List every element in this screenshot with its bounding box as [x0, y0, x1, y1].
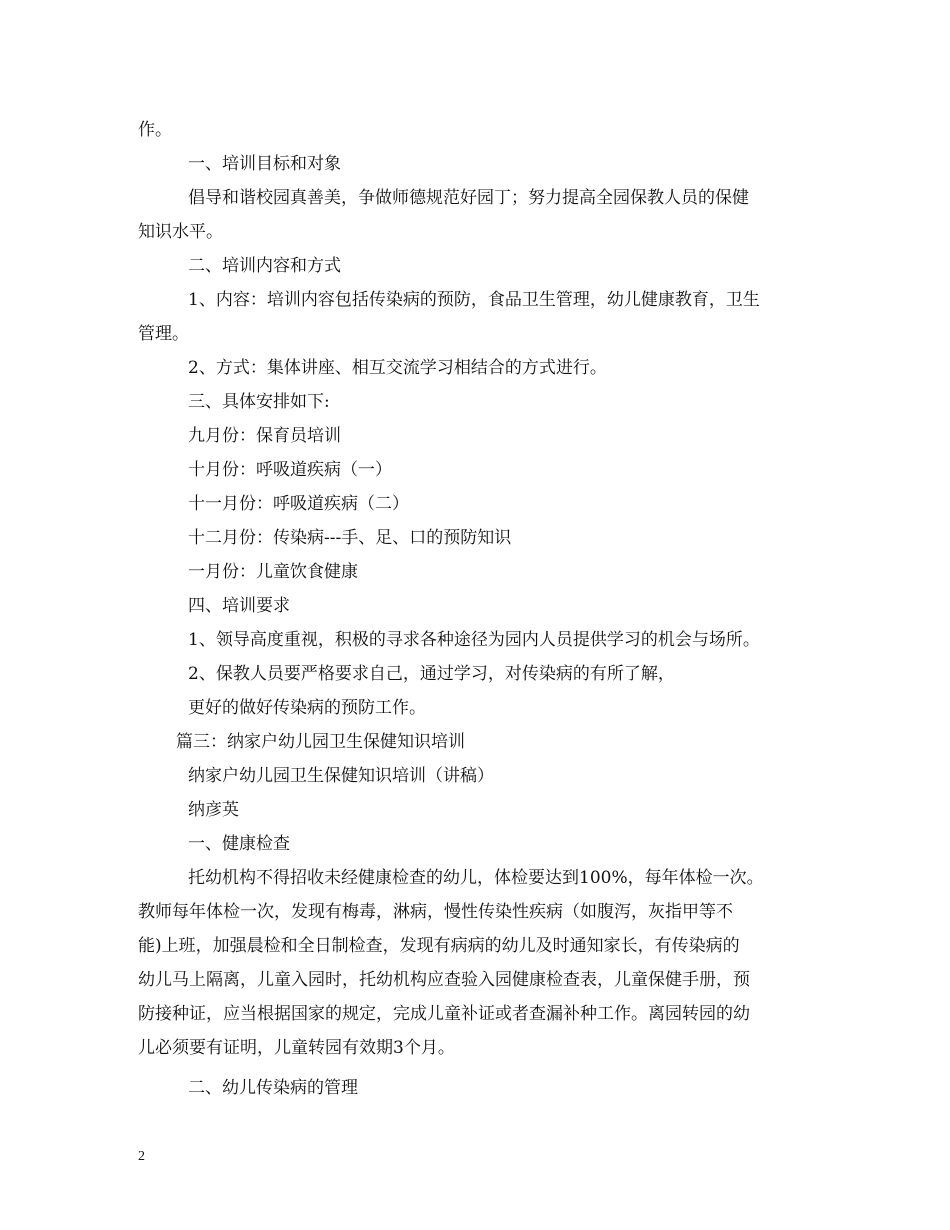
text-line: 知识水平。 — [138, 222, 223, 242]
text-line: 托幼机构不得招收未经健康检查的幼儿，体检要达到100%，每年体检一次。 — [188, 868, 764, 888]
text-line: 防接种证，应当根据国家的规定，完成儿童补证或者查漏补种工作。离园转园的幼 — [138, 1004, 750, 1024]
text-line: 2、保教人员要严格要求自己，通过学习，对传染病的有所了解， — [188, 664, 675, 684]
text-line: 倡导和谐校园真善美，争做师德规范好园丁；努力提高全园保教人员的保健 — [188, 188, 749, 208]
section-heading: 二、培训内容和方式 — [188, 256, 341, 276]
section-heading: 一、培训目标和对象 — [188, 154, 341, 174]
section-heading: 四、培训要求 — [188, 596, 290, 616]
text-line: 儿必须要有证明，儿童转园有效期3个月。 — [138, 1038, 455, 1058]
page-number: 2 — [138, 1149, 145, 1164]
text-line: 2、方式：集体讲座、相互交流学习相结合的方式进行。 — [188, 358, 607, 378]
text-line: 能)上班，加强晨检和全日制检查，发现有病病的幼儿及时通知家长，有传染病的 — [138, 936, 740, 956]
text-line: 作。 — [138, 120, 172, 140]
text-line: 教师每年体检一次，发现有梅毒，淋病，慢性传染性疾病（如腹泻，灰指甲等不 — [138, 902, 733, 922]
schedule-item: 一月份：儿童饮食健康 — [188, 562, 358, 582]
schedule-item: 九月份：保育员培训 — [188, 426, 341, 446]
article-subtitle: 纳家户幼儿园卫生保健知识培训（讲稿） — [188, 766, 494, 786]
text-line: 1、内容：培训内容包括传染病的预防，食品卫生管理，幼儿健康教育，卫生 — [188, 290, 760, 310]
text-line: 更好的做好传染病的预防工作。 — [188, 698, 426, 718]
author-name: 纳彦英 — [188, 800, 239, 820]
section-heading: 三、具体安排如下: — [188, 392, 330, 412]
text-line: 幼儿马上隔离，儿童入园时，托幼机构应查验入园健康检查表，儿童保健手册，预 — [138, 970, 750, 990]
article-title: 篇三：纳家户幼儿园卫生保健知识培训 — [176, 732, 465, 752]
text-line: 1、领导高度重视，积极的寻求各种途径为园内人员提供学习的机会与场所。 — [188, 630, 760, 650]
section-heading: 一、健康检查 — [188, 834, 290, 854]
text-line: 管理。 — [138, 324, 189, 344]
section-heading: 二、幼儿传染病的管理 — [188, 1078, 358, 1098]
schedule-item: 十二月份：传染病---手、足、口的预防知识 — [188, 528, 512, 548]
schedule-item: 十月份：呼吸道疾病（一） — [188, 460, 392, 480]
schedule-item: 十一月份：呼吸道疾病（二） — [188, 494, 409, 514]
